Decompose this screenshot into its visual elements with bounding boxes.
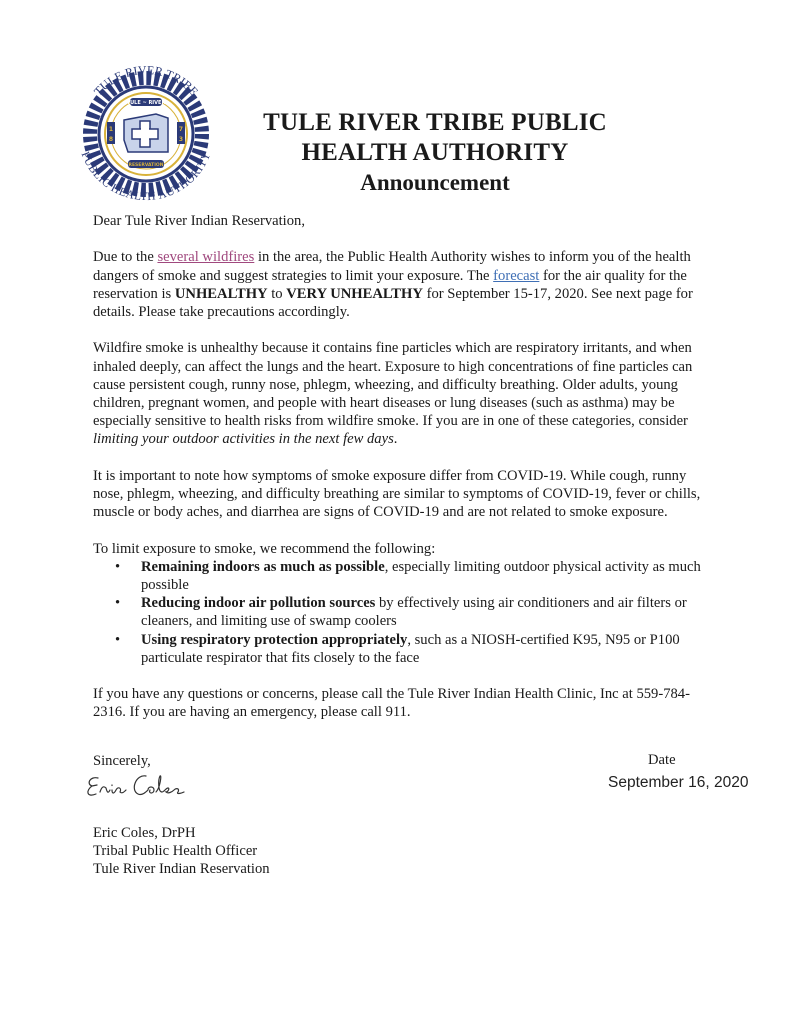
officer-organization: Tule River Indian Reservation <box>93 861 270 878</box>
tribe-logo <box>64 54 228 212</box>
recommendation-bold: Reducing indoor air pollution sources <box>141 595 376 612</box>
svg-text:PUBLIC HEALTH AUTHORITY: PUBLIC HEALTH AUTHORITY <box>78 150 214 204</box>
forecast-link[interactable]: forecast <box>493 267 540 284</box>
header-title-line1: TULE RIVER TRIBE PUBLIC <box>263 109 607 136</box>
bullet-icon: • <box>115 558 121 575</box>
recommendation-text: , such as a NIOSH-certified K95, N95 or P100 particulate respirator that fits closely to the face <box>141 631 680 666</box>
recommendation-text: by effectively using air conditioners and air filters or cleaners, and limiting use of swamp coolers <box>141 595 687 630</box>
bullet-icon: • <box>115 595 121 612</box>
recommendation-bold: Using respiratory protection appropriately <box>141 631 408 648</box>
header-subtitle: Announcement <box>360 170 510 195</box>
text: to <box>267 285 287 302</box>
officer-block <box>93 824 270 879</box>
recommendation-text: , especially limiting outdoor physical activity as much possible <box>141 558 701 593</box>
svg-text:1: 1 <box>108 126 114 133</box>
recommendation-item <box>113 631 713 667</box>
signature-icon <box>84 770 194 800</box>
recommendations-list <box>93 558 713 667</box>
text: for September 15-17, 2020. See next page for details. Please take precautions accordingly. <box>93 285 693 320</box>
text: in the area, the Public Health Authority wishes to inform you of the health dangers of smoke and suggest strategies to limit your exposure. The <box>93 249 691 284</box>
header-title-line2: HEALTH AUTHORITY <box>301 139 569 166</box>
several-wildfires-link[interactable]: several wildfires <box>157 249 255 266</box>
svg-text:7: 7 <box>178 126 184 133</box>
handwritten-signature <box>84 770 194 805</box>
date-label: Date <box>648 752 676 768</box>
document-header <box>240 108 630 198</box>
recommendation-bold: Remaining indoors as much as possible <box>141 558 385 575</box>
text: Wildfire smoke is unhealthy because it contains fine particles which are respiratory irritants, and when inhaled deeply, can affect the lungs and the heart. Exposure to high concentrations of fine particles can cause persistent cough, runny nose, phlegm, wheezing, and difficulty breathing. Older adults, young children, pregnant women, and people with heart diseases or lung diseases (such as asthma) may be especially sensitive to health risks from wildfire smoke. If you are in one of these categories, consider <box>93 340 693 430</box>
svg-text:3: 3 <box>178 136 184 143</box>
aqi-level-unhealthy: UNHEALTHY <box>174 285 268 302</box>
paragraph-smoke-health <box>93 339 713 448</box>
svg-text:TULE RIVER TRIBE: TULE RIVER TRIBE <box>90 62 202 99</box>
salutation: Dear Tule River Indian Reservation, <box>93 213 305 229</box>
bullet-icon: • <box>115 631 121 648</box>
closing: Sincerely, <box>93 753 151 769</box>
date-value: September 16, 2020 <box>608 774 749 791</box>
recommend-intro: To limit exposure to smoke, we recommend the following: <box>93 540 436 557</box>
tule-river-seal-icon <box>64 54 228 212</box>
paragraph-contact: If you have any questions or concerns, please call the Tule River Indian Health Clinic, Inc at 559-784-2316. If you are having an emergency, please call 911. <box>93 686 690 721</box>
svg-text:RESERVATION: RESERVATION <box>128 163 164 168</box>
officer-title: Tribal Public Health Officer <box>93 843 258 860</box>
paragraph-covid-comparison: It is important to note how symptoms of smoke exposure differ from COVID-19. While cough, runny nose, phlegm, wheezing, and difficulty breathing are similar to symptoms of COVID-19, fever or chills, muscle or body aches, and diarrhea are signs of COVID-19 and are not related to smoke exposure. <box>93 467 701 521</box>
paragraph-wildfire-notice <box>93 248 713 321</box>
svg-text:TULE ~ RIVER: TULE ~ RIVER <box>126 100 166 106</box>
recommendation-item <box>113 594 713 630</box>
text: for the air quality for the reservation is <box>93 267 687 302</box>
svg-text:8: 8 <box>108 136 114 143</box>
text: Due to the <box>93 249 158 266</box>
recommendation-item <box>113 558 713 594</box>
text: . <box>393 431 398 448</box>
aqi-level-very-unhealthy: VERY UNHEALTHY <box>286 285 423 302</box>
officer-name: Eric Coles, DrPH <box>93 825 196 841</box>
emphasis-text: limiting your outdoor activities in the next few days <box>93 431 394 448</box>
letter-body <box>93 212 713 740</box>
